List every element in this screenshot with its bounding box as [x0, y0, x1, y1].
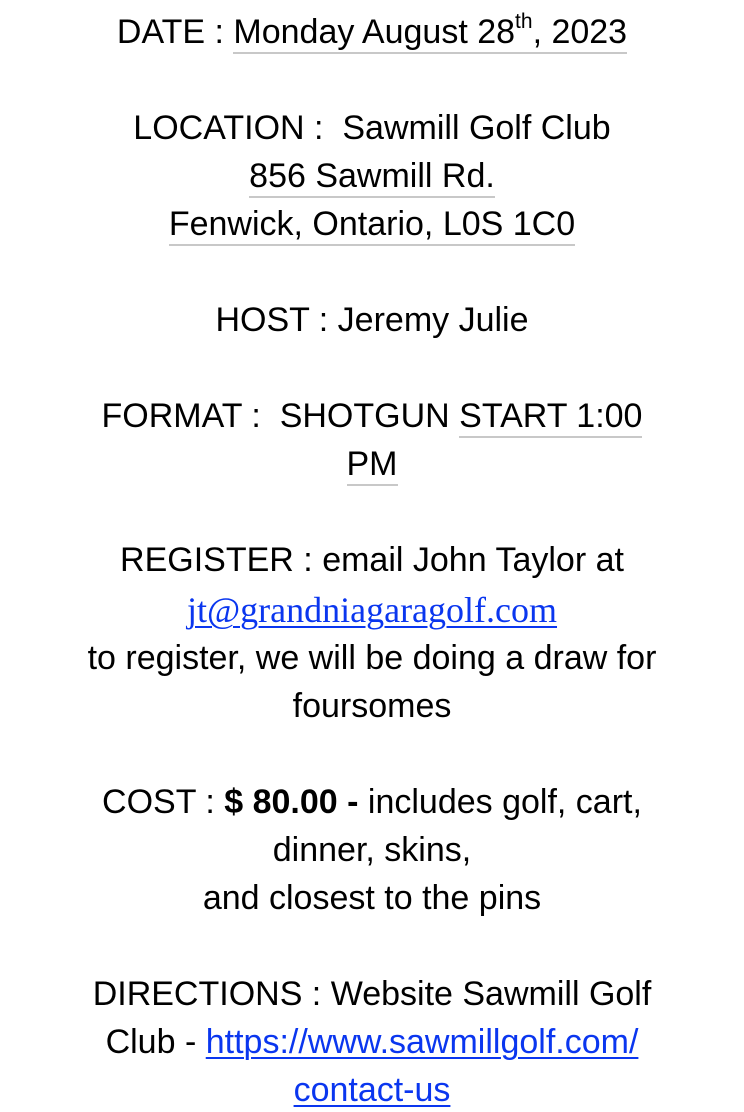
date-day: Monday August 28 [233, 13, 516, 51]
date-year: , 2023 [532, 13, 628, 51]
format-pm-line [0, 444, 744, 484]
location-name: Sawmill Golf Club [342, 109, 611, 147]
date-label: DATE : [116, 13, 224, 51]
date-value[interactable] [233, 9, 628, 54]
register-email-link[interactable]: jt@grandniagaragolf.com [186, 590, 558, 630]
date-line [0, 9, 744, 52]
register-line-3: to register, we will be doing a draw for [87, 639, 657, 677]
directions-line [0, 974, 744, 1014]
directions-text-2: Club - [105, 1023, 197, 1061]
location-label: LOCATION : [133, 109, 324, 147]
format-shotgun: SHOTGUN [279, 397, 450, 435]
format-label: FORMAT : [101, 397, 261, 435]
cost-line [0, 782, 744, 822]
host-line [0, 300, 744, 340]
location-city[interactable]: Fenwick, Ontario, L0S 1C0 [169, 205, 575, 246]
directions-label: DIRECTIONS : [92, 975, 322, 1013]
cost-text-1: includes golf, cart, [367, 783, 642, 821]
host-label: HOST : [215, 301, 329, 339]
location-city-line [0, 204, 744, 244]
directions-url-link[interactable]: https://www.sawmillgolf.com/ [205, 1023, 639, 1061]
format-pm[interactable]: PM [347, 445, 398, 486]
cost-label: COST : [102, 783, 215, 821]
date-suffix: th [515, 9, 533, 33]
location-line [0, 108, 744, 148]
register-line [0, 540, 744, 580]
directions-line-2 [0, 1022, 744, 1062]
register-line-4: foursomes [292, 687, 452, 725]
format-start-time[interactable]: START 1:00 [459, 397, 642, 438]
cost-line-2: dinner, skins, [272, 831, 472, 869]
directions-line-3 [0, 1070, 744, 1110]
directions-url-link-continued[interactable]: contact-us [293, 1071, 451, 1109]
location-street[interactable]: 856 Sawmill Rd. [249, 157, 495, 198]
register-email-line [0, 590, 744, 631]
directions-text-1: Website Sawmill Golf [330, 975, 652, 1013]
host-name: Jeremy Julie [337, 301, 529, 339]
cost-amount: $ 80.00 - [224, 783, 359, 821]
register-text: email John Taylor at [322, 541, 624, 579]
format-line [0, 396, 744, 436]
register-label: REGISTER : [120, 541, 313, 579]
cost-line-3: and closest to the pins [202, 879, 542, 917]
location-street-line [0, 156, 744, 196]
